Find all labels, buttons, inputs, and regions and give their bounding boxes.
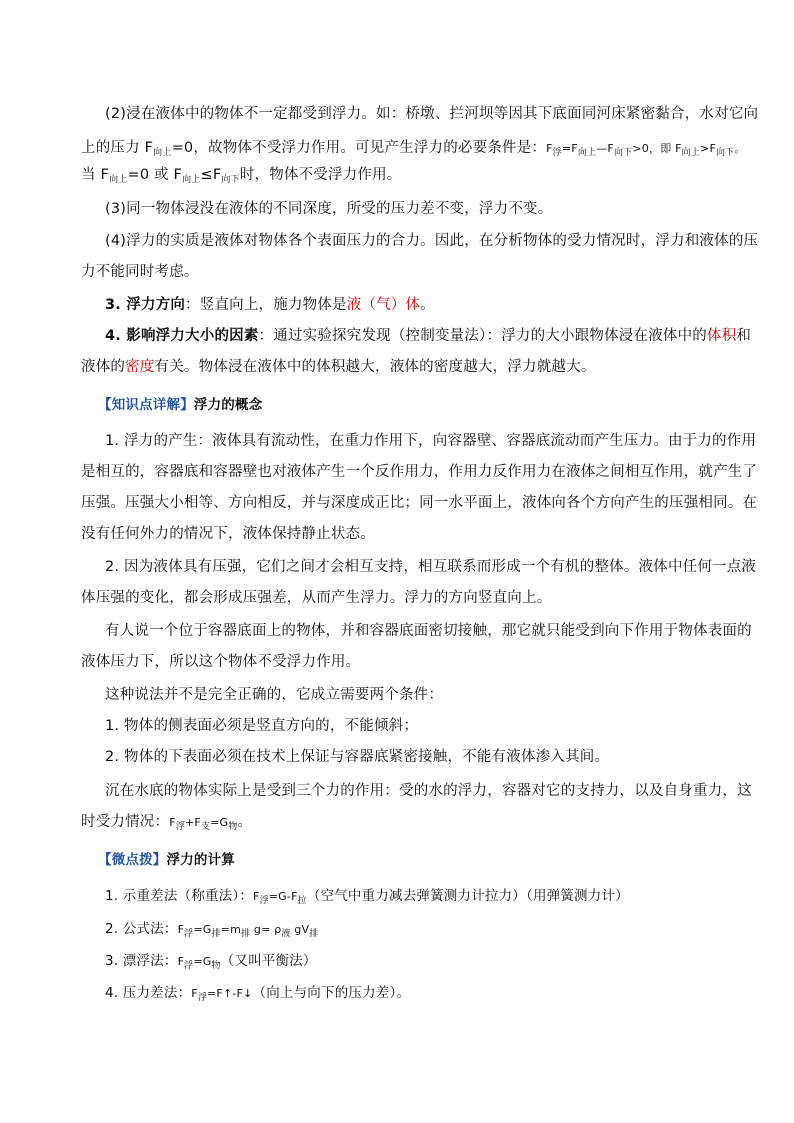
- calc-method-3: 3. 漂浮法：$F_浮=G_物$（又叫平衡法）: [105, 953, 317, 971]
- concept-para-1-line-2: 是相互的，容器底和容器壁也对液体产生一个反作用力，作用力反作用力在液体之间相互作用，就产生了: [81, 464, 758, 480]
- buoyancy-factors-line-2: 液体的密度有关。物体浸在液体中的体积越大，液体的密度越大，浮力就越大。: [81, 359, 596, 375]
- sinking-para-line-1: 沉在水底的物体实际上是受到三个力的作用：受的水的浮力，容器对它的支持力，以及自身重力，这: [105, 783, 752, 799]
- concept-para-1-line-4: 没有任何外力的情况下，液体保持静止状态。: [81, 526, 375, 542]
- calc-method-2: 2. 公式法：$F_浮=G_排=m_排$ $g= \rho_液$ $gV_排$: [105, 921, 319, 939]
- section-heading-calculation: 【微点拨】浮力的计算: [98, 852, 235, 868]
- para-4-line-2: 力不能同时考虑。: [81, 264, 199, 280]
- claim-para-line-2: 液体压力下，所以这个物体不受浮力作用。: [81, 654, 361, 670]
- para-2-line-2: 上的压力 $F_{向上}=0$，故物体不受浮力作用。可见产生浮力的必要条件是：$F_浮=F_{向上}—F_{向下}>0$，即 $F_{向上}>F_{向下}$。: [81, 140, 746, 158]
- concept-para-1-line-1: 1. 浮力的产生：液体具有流动性，在重力作用下，向容器壁、容器底流动而产生压力。由于力的作用: [105, 433, 757, 449]
- concept-para-1-line-3: 压强。压强大小相等、方向相反，并与深度成正比；同一水平面上，液体向各个方向产生的压强相同。在: [81, 495, 758, 511]
- condition-2: 2. 物体的下表面必须在技术上保证与容器底紧密接触，不能有液体渗入其间。: [105, 749, 610, 765]
- section-heading-concept: 【知识点详解】浮力的概念: [98, 397, 263, 413]
- calc-method-4: 4. 压力差法：$F_浮=F↑-F↓$（向上与向下的压力差）。: [105, 985, 411, 1003]
- buoyancy-factors-line-1: 4. 影响浮力大小的因素：通过实验探究发现（控制变量法）：浮力的大小跟物体浸在液体中的体积和: [105, 328, 752, 344]
- para-3: (3)同一物体浸没在液体的不同深度，所受的压力差不变，浮力不变。: [105, 201, 553, 217]
- calc-method-1: 1. 示重差法（称重法）：$F_浮=G-F_拉$（空气中重力减去弹簧测力计拉力）（用弹簧测力计）: [105, 888, 629, 906]
- concept-para-2-line-2: 体压强的变化，都会形成压强差，从而产生浮力。浮力的方向竖直向上。: [81, 590, 552, 606]
- conditions-intro: 这种说法并不是完全正确的，它成立需要两个条件：: [105, 687, 444, 703]
- concept-para-2-line-1: 2. 因为液体具有压强，它们之间才会相互支持，相互联系而形成一个有机的整体。液体中任何一点液: [105, 559, 757, 575]
- para-2-line-1: (2)浸在液体中的物体不一定都受到浮力。如：桥墩、拦河坝等因其下底面同河床紧密黏合，水对它向: [105, 106, 759, 122]
- claim-para-line-1: 有人说一个位于容器底面上的物体，并和容器底面密切接触，那它就只能受到向下作用于物体表面的: [105, 623, 752, 639]
- sinking-para-line-2: 时受力情况：$F_浮+F_支=G_物$。: [81, 814, 253, 832]
- condition-1: 1. 物体的侧表面必须是竖直方向的，不能倾斜；: [105, 718, 419, 734]
- para-2-line-3: 当 $F_{向上}=0$ 或 $F_{向上}\le F_{向下}$时，物体不受浮力作用。: [81, 167, 402, 185]
- para-4-line-1: (4)浮力的实质是液体对物体各个表面压力的合力。因此，在分析物体的受力情况时，浮力和液体的压: [105, 233, 759, 249]
- buoyancy-direction: 3. 浮力方向：竖直向上，施力物体是液（气）体。: [105, 297, 435, 313]
